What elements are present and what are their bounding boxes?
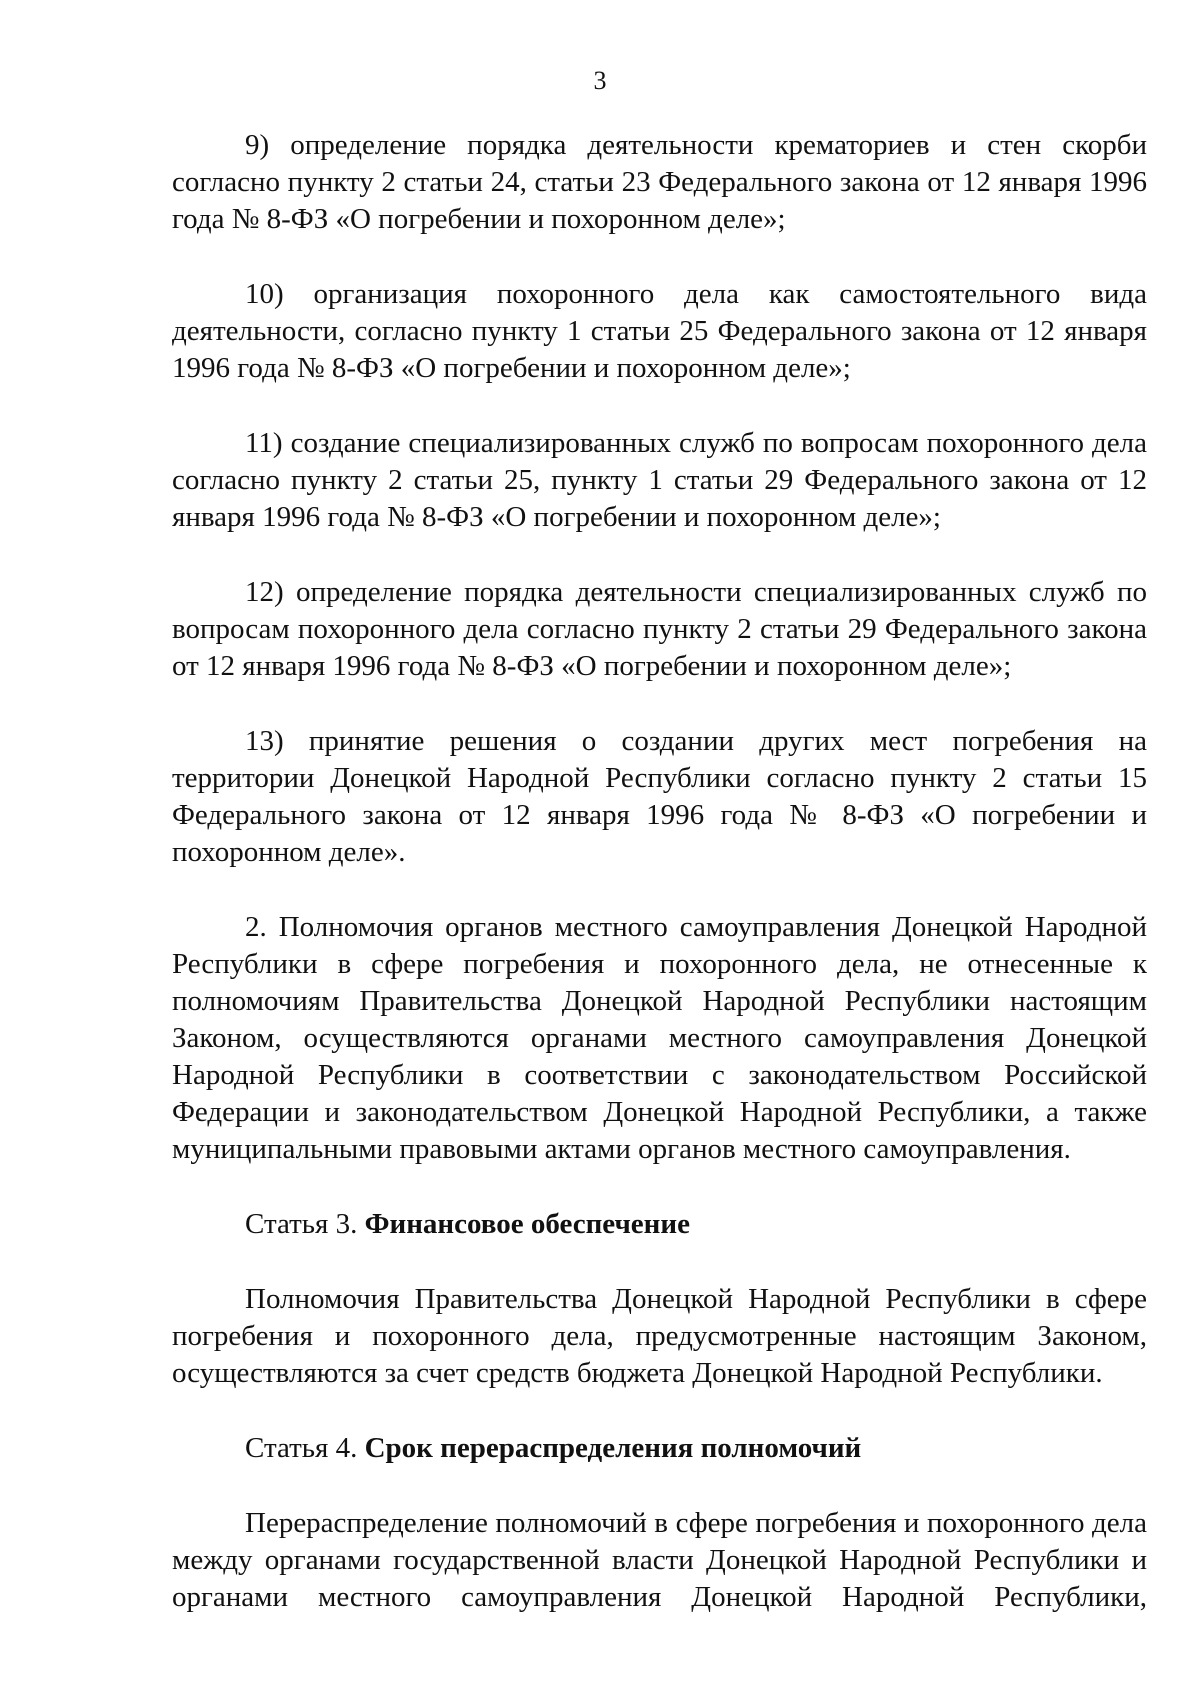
article-4-title: Срок перераспределения полномочий	[364, 1432, 862, 1464]
article-4-heading	[172, 1430, 1147, 1467]
clause-2: 2. Полномочия органов местного самоуправления Донецкой Народной Республики в сфере погребения и похоронного дела, не отнесенные к полномочиям Правительства Донецкой Народной Республики настоящим Законом, осуществляются органами местного самоуправления Донецкой Народной Республики в соответствии с законодательством Российской Федерации и законодательством Донецкой Народной Республики, а также муниципальными правовыми актами органов местного самоуправления.	[172, 911, 1147, 1165]
page-number: 3	[593, 66, 607, 95]
article-3-body: Полномочия Правительства Донецкой Народной Республики в сфере погребения и похоронного дела, предусмотренные настоящим Законом, осуществляются за счет средств бюджета Донецкой Народной Республики.	[172, 1283, 1147, 1389]
article-4-body: Перераспределение полномочий в сфере погребения и похоронного дела между органами государственной власти Донецкой Народной Республики и органами местного самоуправления Донецкой Народной Республики,	[172, 1507, 1147, 1613]
article-3-title: Финансовое обеспечение	[364, 1208, 690, 1240]
list-item-10: 10) организация похоронного дела как самостоятельного вида деятельности, согласно пункту 1 статьи 25 Федерального закона от 12 января 1996 года № 8-ФЗ «О погребении и похоронном деле»;	[172, 278, 1147, 384]
list-item-13: 13) принятие решения о создании других мест погребения на территории Донецкой Народной Республики согласно пункту 2 статьи 15 Федерального закона от 12 января 1996 года № 8-ФЗ «О погребении и похоронном деле».	[172, 725, 1147, 868]
document-body	[172, 127, 1147, 1616]
list-item-9: 9) определение порядка деятельности крематориев и стен скорби согласно пункту 2 статьи 24, статьи 23 Федерального закона от 12 января 1996 года № 8-ФЗ «О погребении и похоронном деле»;	[172, 129, 1147, 235]
list-item-12: 12) определение порядка деятельности специализированных служб по вопросам похоронного дела согласно пункту 2 статьи 29 Федерального закона от 12 января 1996 года № 8-ФЗ «О погребении и похоронном деле»;	[172, 576, 1147, 682]
list-item-11: 11) создание специализированных служб по вопросам похоронного дела согласно пункту 2 статьи 25, пункту 1 статьи 29 Федерального закона от 12 января 1996 года № 8-ФЗ «О погребении и похоронном деле»;	[172, 427, 1147, 533]
article-3-heading	[172, 1206, 1147, 1243]
article-4-label: Статья 4.	[245, 1432, 358, 1464]
article-3-label: Статья 3.	[245, 1208, 358, 1240]
